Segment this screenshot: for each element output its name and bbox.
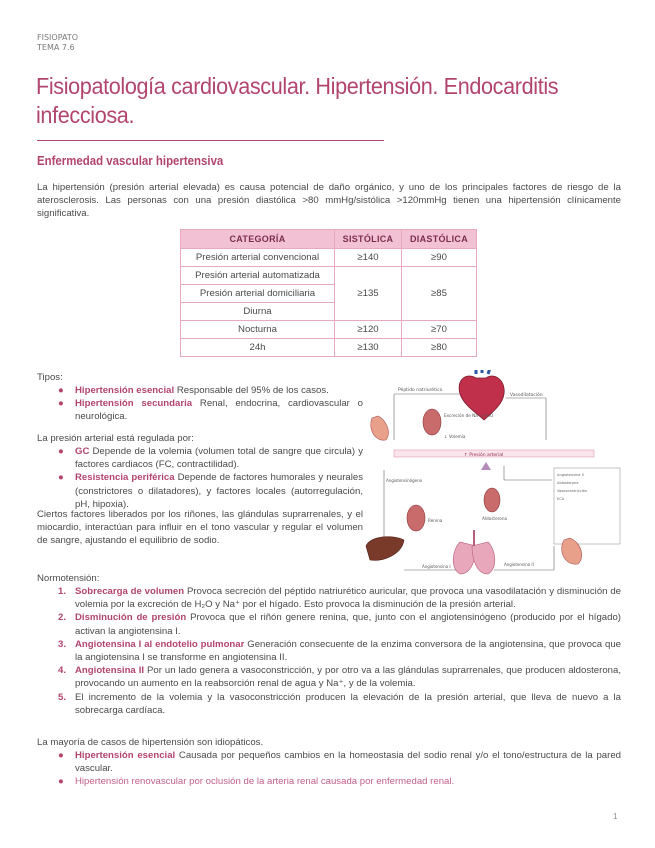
term: Disminución de presión bbox=[75, 612, 187, 624]
regulada-label: La presión arterial está regulada por: bbox=[37, 433, 194, 444]
label-excrecion: Excreción de Na⁺ y H₂O bbox=[444, 413, 494, 418]
raas-diagram bbox=[364, 370, 622, 580]
info-label: Vasoconstricción bbox=[557, 489, 588, 493]
list-item bbox=[58, 384, 363, 397]
col-header-sistolica: SISTÓLICA bbox=[335, 230, 402, 249]
label-angiotensina-i: Angiotensina I bbox=[422, 564, 451, 569]
label-aldosterona: Aldosterona bbox=[482, 516, 508, 521]
term: Resistencia periférica bbox=[75, 472, 175, 484]
page-title: Fisiopatología cardiovascular. Hipertensión. Endocarditis infecciosa. bbox=[36, 73, 559, 128]
label-presion: ↑ Presión arterial bbox=[464, 453, 504, 458]
cell-category: Diurna bbox=[181, 303, 335, 321]
bullet-icon: ● bbox=[58, 398, 64, 410]
cell-sistolica: ≥120 bbox=[335, 321, 402, 339]
list-number: 5. bbox=[58, 691, 67, 703]
cell-category: Presión arterial domiciliaria bbox=[181, 285, 335, 303]
item-text: Depende de factores humorales y neurales (constrictores o dilatadores), y factores locales (autorregulación, pH, hipoxia). bbox=[75, 472, 363, 510]
col-header-categoria: CATEGORÍA bbox=[181, 230, 335, 249]
item-text: Causada por pequeños cambios en la homeostasia del sodio renal y/o el tono/estructura de la pared vascular. bbox=[75, 750, 621, 775]
idiopaticos-label: La mayoría de casos de hipertensión son idiopáticos. bbox=[37, 737, 264, 748]
cell-diastolica: ≥90 bbox=[402, 249, 477, 267]
item-text: Generación consecuente de la enzima conversora de la angiotensina, que provoca que la angiotensina I se transforme en angiotensina II. bbox=[75, 638, 621, 664]
header-topic: TEMA 7.6 bbox=[37, 43, 75, 52]
cell-diastolica: ≥85 bbox=[402, 267, 477, 321]
list-number: 4. bbox=[58, 665, 67, 677]
list-item bbox=[58, 585, 621, 611]
info-label: Aldosterona bbox=[557, 481, 579, 485]
bullet-icon: ● bbox=[58, 776, 64, 788]
cell-category: Nocturna bbox=[181, 321, 335, 339]
item-text: Responsable del 95% de los casos. bbox=[174, 385, 329, 396]
info-label: Angiotensina II bbox=[557, 473, 584, 477]
lungs-icon bbox=[453, 530, 495, 574]
list-item bbox=[58, 691, 621, 717]
item-text: Depende de la volemia (volumen total de sangre que circula) y factores cardiacos (FC, contractilidad). bbox=[75, 446, 363, 471]
term: Angiotensina I al endotelio pulmonar bbox=[75, 638, 245, 650]
bp-category-table bbox=[180, 229, 477, 357]
cell-diastolica: ≥70 bbox=[402, 321, 477, 339]
list-item bbox=[58, 638, 621, 664]
regulada-list bbox=[58, 445, 363, 511]
adrenal-icon bbox=[371, 416, 389, 440]
term: Sobrecarga de volumen bbox=[75, 586, 185, 597]
list-item bbox=[58, 611, 621, 637]
normotension-list bbox=[58, 585, 622, 717]
label-peptido: Péptido natriurético bbox=[398, 388, 443, 393]
bullet-icon: ● bbox=[58, 385, 64, 396]
list-item bbox=[58, 775, 621, 788]
cell-category: 24h bbox=[181, 339, 335, 357]
table-row bbox=[181, 339, 477, 357]
list-number: 3. bbox=[58, 638, 67, 650]
term: Hipertensión secundaria bbox=[75, 398, 193, 410]
item-text: Hipertensión renovascular por oclusión de la arteria renal causada por enfermedad renal. bbox=[75, 776, 455, 788]
page-number: 1 bbox=[613, 812, 618, 821]
liver-icon bbox=[366, 537, 404, 561]
kidney-icon bbox=[407, 505, 425, 531]
cell-diastolica: ≥80 bbox=[402, 339, 477, 357]
item-text: Provoca secreción del péptido natriurético auricular, que provoca una vasodilatación y disminución de volemia por la excreción de H₂O y Na⁺ por el hígado. Esto provoca la disminución de la presión arterial. bbox=[75, 586, 621, 611]
document-header bbox=[37, 33, 78, 53]
cell-sistolica: ≥135 bbox=[335, 267, 402, 321]
bullet-icon: ● bbox=[58, 472, 64, 484]
cell-sistolica: ≥140 bbox=[335, 249, 402, 267]
table-row bbox=[181, 267, 477, 285]
tipos-label: Tipos: bbox=[37, 372, 63, 383]
label-angiotensina-ii: Angiotensina II bbox=[504, 562, 534, 567]
intro-paragraph: La hipertensión (presión arterial elevada) es causa potencial de daño orgánico, y uno de los principales factores de riesgo de la aterosclerosis. Las personas con una presión diastólica >80 mmHg/sistólica >120mmHg tienen una hipertensión clínicamente significativa. bbox=[37, 182, 621, 220]
header-subject: FISIOPATO bbox=[37, 33, 79, 42]
list-item bbox=[58, 445, 363, 471]
item-text: Por un lado genera a vasoconstricción, y por otro va a las glándulas suprarrenales, que producen aldosterona, provocando un aumento en la reabsorción renal de agua y Na⁺, y de la volemia. bbox=[75, 665, 622, 690]
bullet-icon: ● bbox=[58, 446, 64, 457]
kidney-icon bbox=[423, 409, 441, 435]
info-label: ECA bbox=[557, 497, 565, 501]
term: Hipertensión esencial bbox=[75, 750, 176, 761]
title-divider bbox=[37, 140, 384, 141]
cell-category: Presión arterial convencional bbox=[181, 249, 335, 267]
item-text: Renal, endocrina, cardiovascular o neurológica. bbox=[75, 398, 363, 423]
cell-sistolica: ≥130 bbox=[335, 339, 402, 357]
triangle-marker-icon bbox=[481, 462, 491, 470]
label-vasodilatacion: Vasodilatación bbox=[510, 393, 543, 398]
label-renina: Renina bbox=[428, 518, 443, 523]
list-number: 1. bbox=[58, 586, 67, 597]
ciertos-paragraph: Ciertos factores liberados por los riñones, las glándulas suprarrenales, y el miocardio, interactúan para influir en el tono vascular y regular el volumen de sangre, ajustando el equilibrio de sodio. bbox=[37, 509, 363, 547]
tipos-list bbox=[58, 384, 363, 424]
idiopaticos-list bbox=[58, 749, 621, 789]
item-text: El incremento de la volemia y la vasoconstricción producen la elevación de la presión arterial, que lleva de nuevo a la sobrecarga cardíaca. bbox=[75, 691, 621, 716]
term: Hipertensión esencial bbox=[75, 385, 175, 396]
item-text: Provoca que el riñón genere renina, que, junto con el angiotensinógeno (producido por el hígado) activan la angiotensina I. bbox=[75, 612, 621, 637]
col-header-diastolica: DIASTÓLICA bbox=[402, 230, 477, 249]
normotension-label: Normotensión: bbox=[37, 573, 100, 584]
list-item bbox=[58, 471, 363, 511]
cell-category: Presión arterial automatizada bbox=[181, 267, 335, 285]
table-header-row bbox=[181, 230, 477, 249]
list-item bbox=[58, 664, 622, 690]
term: Angiotensina II bbox=[75, 665, 145, 677]
list-item bbox=[58, 749, 621, 775]
bullet-icon: ● bbox=[58, 750, 64, 761]
term: GC bbox=[75, 446, 90, 457]
kidney-icon bbox=[484, 488, 500, 512]
label-angiotensinogeno: Angiotensinógeno bbox=[386, 478, 423, 483]
section-heading: Enfermedad vascular hipertensiva bbox=[37, 153, 224, 168]
list-item bbox=[58, 397, 363, 423]
info-box bbox=[554, 468, 620, 544]
table-row bbox=[181, 321, 477, 339]
label-volemia: ↓ Volemia bbox=[444, 434, 466, 439]
list-number: 2. bbox=[58, 612, 67, 624]
table-row bbox=[181, 249, 477, 267]
